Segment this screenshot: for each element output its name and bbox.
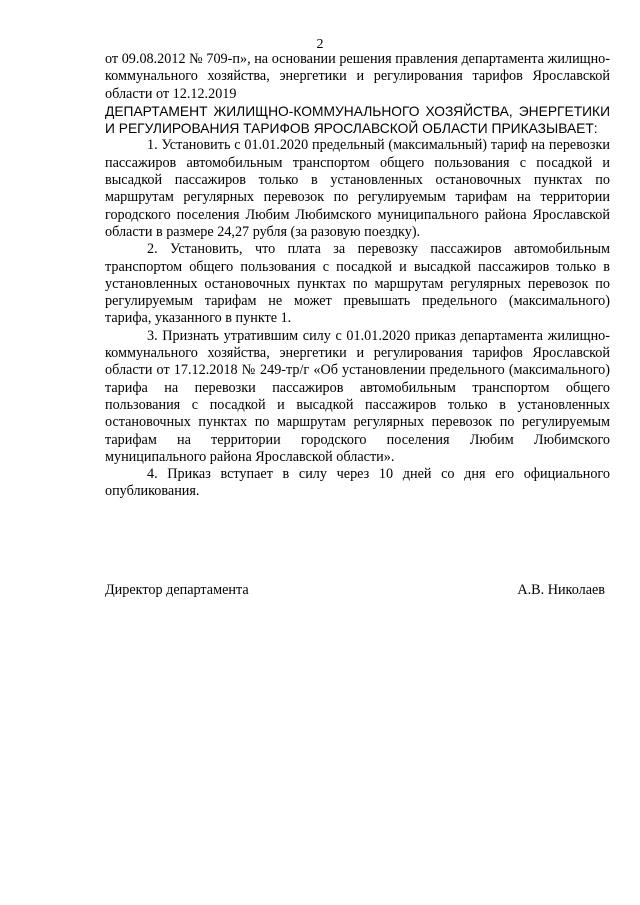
order-item-4: 4. Приказ вступает в силу через 10 дней со дня его официального опубликования. [105, 466, 610, 500]
order-item-1: 1. Установить с 01.01.2020 предельный (максимальный) тариф на перевозки пассажиров автомобильным транспортом общего пользования с посадкой и высадкой пассажиров только в установленных остановочных пунктах по маршрутам регулярных перевозок по регулируемым тарифам на территории городского поселения Любим Любимского муниципального района Ярославской области в размере 24,27 рубля (за разовую поездку). [105, 137, 610, 240]
intro-paragraph: от 09.08.2012 № 709-п», на основании решения правления департамента жилищно-коммунального хозяйства, энергетики и регулирования тарифов Ярославской области от 12.12.2019 [105, 51, 610, 102]
signatory-name: А.В. Николаев [517, 582, 605, 598]
signature-block [105, 582, 605, 599]
order-heading: ДЕПАРТАМЕНТ ЖИЛИЩНО-КОММУНАЛЬНОГО ХОЗЯЙСТВА, ЭНЕРГЕТИКИ И РЕГУЛИРОВАНИЯ ТАРИФОВ ЯРОСЛАВСКОЙ ОБЛАСТИ ПРИКАЗЫВАЕТ: [105, 103, 610, 137]
order-item-2: 2. Установить, что плата за перевозку пассажиров автомобильным транспортом общего пользования с посадкой и высадкой пассажиров только в установленных остановочных пунктах по маршрутам регулярных перевозок по регулируемым тарифам не может превышать предельного (максимального) тарифа, указанного в пункте 1. [105, 241, 610, 327]
order-item-3: 3. Признать утратившим силу с 01.01.2020 приказ департамента жилищно-коммунального хозяйства, энергетики и регулирования тарифов Ярославской области от 17.12.2018 № 249-тр/г «Об установлении предельного (максимального) тарифа на перевозки пассажиров автомобильным транспортом общего пользования с посадкой и высадкой пассажиров только в установленных остановочных пунктах по маршрутам регулярных перевозок по регулируемым тарифам на территории городского поселения Любим Любимского муниципального района Ярославской области». [105, 327, 610, 465]
signatory-position: Директор департамента [105, 582, 249, 598]
page-number: 2 [316, 37, 324, 52]
document-body [105, 51, 610, 501]
